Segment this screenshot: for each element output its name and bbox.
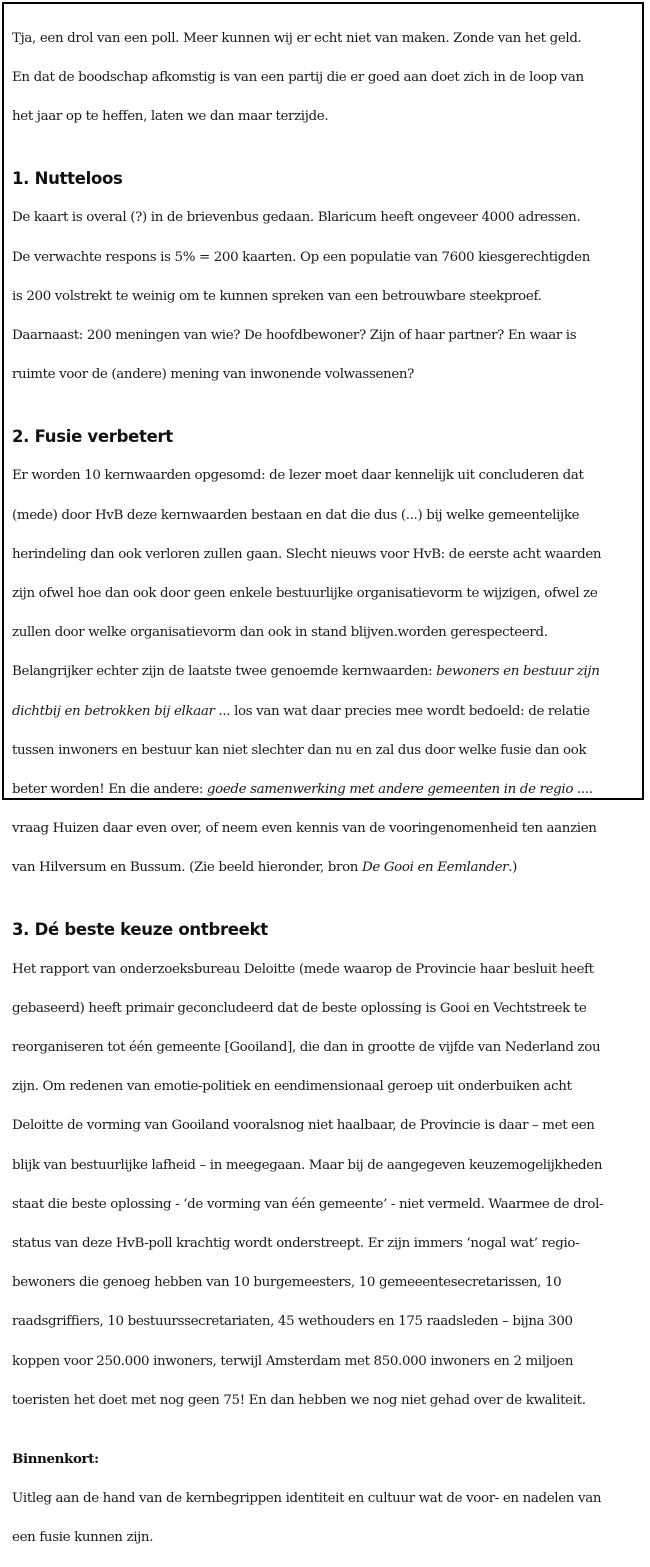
document-frame [2, 2, 644, 1545]
text-line: staat die beste oplossing - ‘de vorming van één gemeente’ - niet vermeld. Waarmee de drol- [12, 1196, 604, 1212]
section-heading-nutteloos: 1. Nutteloos [12, 168, 123, 188]
text-line: is 200 volstrekt te weinig om te kunnen spreken van een betrouwbare steekproef. [12, 288, 542, 304]
text-line: reorganiseren tot één gemeente [Gooiland], die dan in grootte de vijfde van Nederland zou [12, 1040, 601, 1056]
text-span: ... los van wat daar precies mee wordt bedoeld: de relatie [214, 703, 590, 719]
text-line [12, 858, 640, 878]
text-line: tussen inwoners en bestuur kan niet slechter dan nu en zal dus door welke fusie dan ook [12, 742, 587, 758]
spacer [12, 1430, 640, 1450]
text-span: Belangrijker echter zijn de laatste twee genoemde kernwaarden: [12, 664, 437, 680]
text-line: Er worden 10 kernwaarden opgesomd: de lezer moet daar kennelijk uit concluderen dat [12, 468, 584, 484]
text-line: Daarnaast: 200 meningen van wie? De hoofdbewoner? Zijn of haar partner? En waar is [12, 327, 577, 343]
intro-paragraph [12, 9, 640, 146]
text-line: vraag Huizen daar even over, of neem even kennis van de vooringenomenheid ten aanzien [12, 821, 597, 837]
text-line: Tja, een drol van een poll. Meer kunnen wij er echt niet van maken. Zonde van het geld. [12, 30, 582, 46]
text-line [12, 702, 640, 722]
text-span: beter worden! En die andere: [12, 781, 207, 797]
text-span: .) [508, 860, 518, 876]
text-line: koppen voor 250.000 inwoners, terwijl Amsterdam met 850.000 inwoners en 2 miljoen [12, 1353, 574, 1369]
text-line: het jaar op te heffen, laten we dan maar terzijde. [12, 108, 329, 124]
spacer [12, 146, 640, 166]
text-line [12, 662, 640, 682]
text-line: Deloitte de vorming van Gooiland vooralsnog niet haalbaar, de Provincie is daar – met een [12, 1118, 595, 1134]
document-body [12, 9, 640, 1567]
text-line: Het rapport van onderzoeksbureau Deloitte (mede waarop de Provincie haar besluit heeft [12, 961, 594, 977]
text-line: status van deze HvB-poll krachtig wordt onderstreept. Er zijn immers ‘nogal wat’ regio- [12, 1236, 580, 1252]
text-line: gebaseerd) heeft primair geconcludeerd dat de beste oplossing is Gooi en Vechtstreek te [12, 1000, 587, 1016]
italic-source: De Gooi en Eemlander [361, 860, 509, 876]
section-heading-fusie-verbetert: 2. Fusie verbetert [12, 426, 173, 446]
section-paragraph [12, 189, 640, 405]
text-line: En dat de boodschap afkomstig is van een partij die er goed aan doet zich in de loop van [12, 69, 584, 85]
italic-quote: goede samenwerking met andere gemeenten in de regio [206, 781, 574, 797]
section-paragraph [12, 940, 640, 1430]
text-line: een fusie kunnen zijn. [12, 1529, 154, 1545]
binnenkort-heading: Binnenkort: [12, 1450, 99, 1467]
spacer [12, 898, 640, 918]
text-line: herindeling dan ook verloren zullen gaan. Slecht nieuws voor HvB: de eerste acht waarden [12, 546, 602, 562]
text-line: blijk van bestuurlijke lafheid – in meegegaan. Maar bij de aangegeven keuzemogelijkheden [12, 1157, 603, 1173]
outro-paragraph [12, 1469, 640, 1567]
text-line [12, 780, 640, 800]
text-line: De kaart is overal (?) in de brievenbus gedaan. Blaricum heeft ongeveer 4000 adressen. [12, 210, 581, 226]
section-paragraph [12, 447, 640, 898]
italic-quote: dichtbij en betrokken bij elkaar [12, 703, 215, 719]
text-line: zijn. Om redenen van emotie-politiek en eendimensionaal geroep uit onderbuiken acht [12, 1079, 572, 1095]
text-line: De verwachte respons is 5% = 200 kaarten. Op een populatie van 7600 kiesgerechtigden [12, 249, 590, 265]
text-line: (mede) door HvB deze kernwaarden bestaan en dat die dus (...) bij welke gemeentelijke [12, 507, 580, 523]
text-line: Uitleg aan de hand van de kernbegrippen identiteit en cultuur wat de voor- en nadelen van [12, 1490, 602, 1506]
text-span: van Hilversum en Bussum. (Zie beeld hieronder, bron [12, 860, 362, 876]
text-line: toeristen het doet met nog geen 75! En dan hebben we nog niet gehad over de kwaliteit. [12, 1392, 586, 1408]
text-line: zullen door welke organisatievorm dan ook in stand blijven.worden gerespecteerd. [12, 625, 548, 641]
text-span: .... [573, 781, 593, 797]
text-line: zijn ofwel hoe dan ook door geen enkele bestuurlijke organisatievorm te wijzigen, ofwel ze [12, 586, 598, 602]
italic-quote: bewoners en bestuur zijn [436, 664, 600, 680]
text-line: raadsgriffiers, 10 bestuurssecretariaten, 45 wethouders en 175 raadsleden – bijna 300 [12, 1314, 573, 1330]
section-heading-beste-keuze: 3. Dé beste keuze ontbreekt [12, 920, 268, 940]
text-line: bewoners die genoeg hebben van 10 burgemeesters, 10 gemeeentesecretarissen, 10 [12, 1275, 562, 1291]
text-line: ruimte voor de (andere) mening van inwonende volwassenen? [12, 367, 414, 383]
spacer [12, 404, 640, 424]
